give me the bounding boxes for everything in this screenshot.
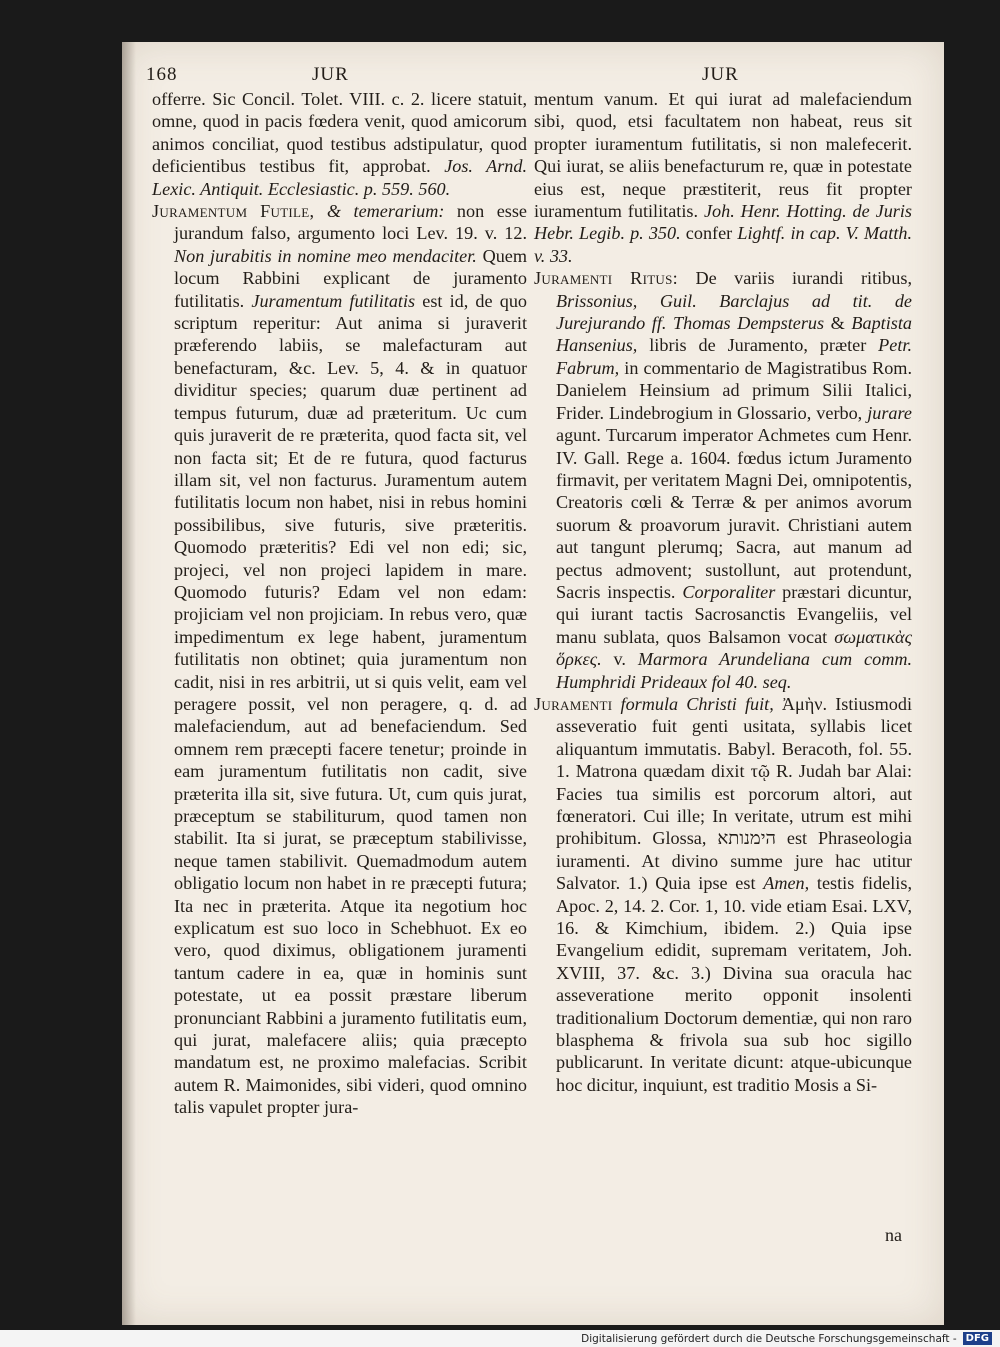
greek-term: Ἀμὴν. <box>781 693 828 714</box>
running-head-left: JUR <box>312 64 349 85</box>
entry-text: agunt. Turcarum imperator Achmetes cum Henr. IV. Gall. Rege a. 1604. fœdus ictum Juramento firmavit, per veritatem Magni Dei, omnipotentis, Creatoris cœli & Terræ & per animos avorum suorum & proavorum juravit. Christiani autem aut tangunt plerumq; Sacra, aut manum ad pectus admovent; sustollunt, aut protendunt, Sacris inspectis. <box>556 425 912 602</box>
right-column <box>534 88 912 1096</box>
citation: Baptista Hansenius, <box>556 313 912 356</box>
page-number: 168 <box>146 64 178 85</box>
entry-text: Istiusmodi asseveratio fuit genti usitata, syllabis licet aliquantum immutatis. Babyl. Beracoth, fol. 55. 1. Matrona quædam dixit <box>556 693 913 782</box>
entry-text: De variis iurandi ritibus, <box>695 268 912 289</box>
greek-term: σωματικὰς ὅρκες. <box>556 626 912 670</box>
citation: Marmora Arundeliana cum comm. Humphridi Prideaux fol 40. seq. <box>556 649 913 692</box>
entry-text: v. <box>613 649 626 670</box>
footer-credit: Digitalisierung gefördert durch die Deutsche Forschungsgemeinschaft - <box>581 1332 957 1345</box>
entry-continuation <box>152 88 527 200</box>
entry-juramentum-futile <box>152 200 527 1119</box>
entry-text: Quem locum Rabbini explicant de juramento futilitatis. <box>174 245 528 311</box>
entry-text: mentum vanum. Et qui iurat ad malefaciendum sibi, quod, etsi facultatem non habeat, reus sit propter iuramentum futilitatis, si non malefecerit. Qui iurat, se aliis benefacturum re, quæ in potestate eius est, neque præstiterit, reus fit propter iuramentum futilitatis. <box>534 89 912 222</box>
catchword: na <box>885 1225 902 1245</box>
citation: Brissonius, Guil. Barclajus ad tit. de Jurejurando ff. Thomas Dempsterus <box>556 290 912 334</box>
term-italic: Corporaliter <box>682 581 776 602</box>
scripture-quote: Non jurabitis in nomine meo mendaciter. <box>174 245 477 266</box>
citation: Lightf. in cap. V. Matth. v. 33. <box>534 223 913 266</box>
scanned-page <box>122 42 944 1325</box>
citation: Joh. Henr. Hotting. de Juris Hebr. Legib. p. 350. <box>534 201 912 244</box>
lemma-italic: temerarium: <box>353 201 445 222</box>
entry-text: & <box>326 201 342 222</box>
citation: Jos. Arnd. Lexic. Antiquit. Ecclesiastic. p. 559. 560. <box>152 156 528 199</box>
entry-continuation <box>534 88 912 267</box>
entry-text: offerre. Sic Concil. Tolet. VIII. c. 2. licere statuit, omne, quod in pacis fœdera venit, quod amicorum animos conciliat, quod testibus adstipulatur, quod deficientibus testibus fit, approbat. <box>152 89 527 177</box>
entry-text: libris de Juramento, præter <box>649 335 867 356</box>
entry-text: confer <box>685 223 733 244</box>
citation: Petr. Fabrum, <box>556 335 913 378</box>
entry-text: in commentario de Magistratibus Rom. Danielem Heinsium ad primum Silii Italici, Frider. Lindebrogium in Glossario, verbo, <box>556 357 912 423</box>
hebrew-term: הימנותא <box>717 828 776 849</box>
page-fold-shadow <box>122 42 136 1325</box>
greek-term: τῷ <box>750 761 770 782</box>
lemma: Juramenti Ritus: <box>534 268 679 289</box>
term-italic: jurare <box>867 402 912 423</box>
digitization-footer <box>0 1330 1000 1347</box>
dfg-logo-icon: DFG <box>963 1332 992 1345</box>
term-italic: Amen, <box>763 873 810 894</box>
entry-text: est id, de quo scriptum reperitur: Aut anima si juraverit præferendo labiis, se malefacturam aut benefacturam, &c. Lev. 5, 4. & in quatuor dividitur species; quarum duæ pertinent ad tempus futurum, duæ ad præteritum. Uc cum quis juraverit de re præterita, quod facta sit, vel non facta sit; Et de re futura, quod facturus illam sit, vel non facturus. Juramentum autem futilitatis locum non habet, nisi in rebus homini possibilibus, sive futuris, sive præteritis. Quomodo præteritis? Edi vel non edi; sic, projeci, vel non projeci lapidem in mare. Quomodo futuris? Edam vel non edam: projiciam vel non projiciam. In rebus vero, quæ impedimentum ex lege habent, juramentum futilitatis non obtinet; quia juramentum non cadit, nisi in res arbitrii, ut si quis velit, eam vel peragere possit, vel non peragere, q. d. ad malefaciendum, aut ad benefaciendum. Sed omnem rem præcepti facere tenetur; proinde in eam juramentum futilitatis non cadit, sive præterita illa sit, sive futura. Ut, cum quis jurat, præceptum se stabiliturum, quod tamen non stabilit. Ita si jurat, se præceptum stabilivisse, neque tamen stabilivit. Quemadmodum autem obligatio locum non habet in re præcepti futura; Ita nec in præterita. Atque ita negotium hoc explicatum est suo loco in Schebhuot. Ex eo vero, quod diximus, obligationem juramenti tantum cadere in ea, quæ in hominis sunt potestate, ut ea possit præstare liberum pronunciant Rabbini a juramento futilitatis eum, qui jurat, malefacere aliis; quia præcepto mandatum est, ne proximo malefacias. Scribit autem R. Maimonides, sibi videri, quod omnino talis vapulet propter jura- <box>174 290 528 1118</box>
left-column <box>152 88 527 1119</box>
entry-text: est Phraseologia iuramenti. At divino summe jure hac utitur Salvator. 1.) Quia ipse est <box>556 828 912 894</box>
entry-text: testis fidelis, Apoc. 2, 14. 2. Cor. 1, 10. vide etiam Esai. LXV, 16. & Kimchium, ibidem. 2.) Quia ipse Evangelium edidit, supremam veritatem, Joh. XVIII, 37. &c. 3.) Divina sua oracula hac asseveratione merito opponit insolenti traditionalium Doctorum dementiæ, qui non raro blasphema & frivola sua sub hoc sigillo publicarunt. In veritate dicunt: atque-ubicunque hoc dicitur, inquiunt, est traditio Mosis a Si- <box>556 873 912 1095</box>
entry-text: & <box>830 313 845 334</box>
entry-text: non esse jurandum falso, argumento loci Lev. 19. v. 12. <box>174 201 527 244</box>
running-head-right: JUR <box>702 64 739 85</box>
lemma-italic: formula Christi fuit, <box>620 693 774 714</box>
lemma: Juramentum Futile, <box>152 201 315 222</box>
entry-juramenti-formula <box>534 693 912 1096</box>
entry-juramenti-ritus <box>534 267 912 693</box>
entry-text: præstari dicuntur, qui iurant tactis Sacrosanctis Evangeliis, vel manu sublata, quos Balsamon vocat <box>556 581 913 647</box>
entry-text: R. Judah bar Alai: Facies tua similis est porcorum altori, aut fœneratori. Cui ille; In veritate, utrum est mihi prohibitum. Glossa, <box>556 761 913 849</box>
lemma: Juramenti <box>534 693 613 714</box>
term-italic: Juramentum futilitatis <box>251 290 416 311</box>
